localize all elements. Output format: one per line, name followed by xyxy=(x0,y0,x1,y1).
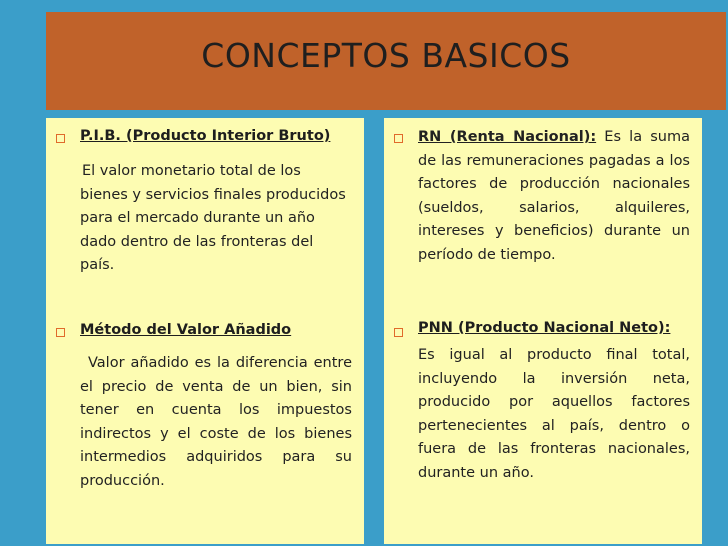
left-panel xyxy=(46,118,364,544)
right-panel xyxy=(384,118,702,544)
rn-heading: RN (Renta Nacional): xyxy=(418,129,597,145)
square-bullet-icon xyxy=(56,328,65,337)
pnn-text: Es igual al producto final total, incluyendo la inversión neta, producido por aquellos factores pertenecientes al país, dentro o fuera de las fronteras nacionales, durante un año. xyxy=(418,347,690,481)
valor-anadido-heading: Método del Valor Añadido xyxy=(80,322,292,338)
pib-text: El valor monetario total de los bienes y servicios finales producidos para el mercado durante un año dado dentro de las fronteras del país. xyxy=(80,163,346,273)
pib-heading: P.I.B. (Producto Interior Bruto) xyxy=(80,128,331,144)
square-bullet-icon xyxy=(56,134,65,143)
valor-anadido-text: Valor añadido es la diferencia entre el precio de venta de un bien, sin tener en cuenta los impuestos indirectos y el coste de los bienes intermedios adquiridos para su producción. xyxy=(80,355,352,489)
rn-text: Es la suma de las remuneraciones pagadas a los factores de producción nacionales (sueldos, salarios, alquileres, intereses y beneficios) durante un período de tiempo. xyxy=(418,129,691,263)
square-bullet-icon xyxy=(394,328,403,337)
slide-title: CONCEPTOS BASICOS xyxy=(201,36,571,75)
title-bar xyxy=(46,12,726,110)
pnn-heading: PNN (Producto Nacional Neto): xyxy=(418,320,671,336)
square-bullet-icon xyxy=(394,134,403,143)
rn-paragraph xyxy=(418,126,690,267)
